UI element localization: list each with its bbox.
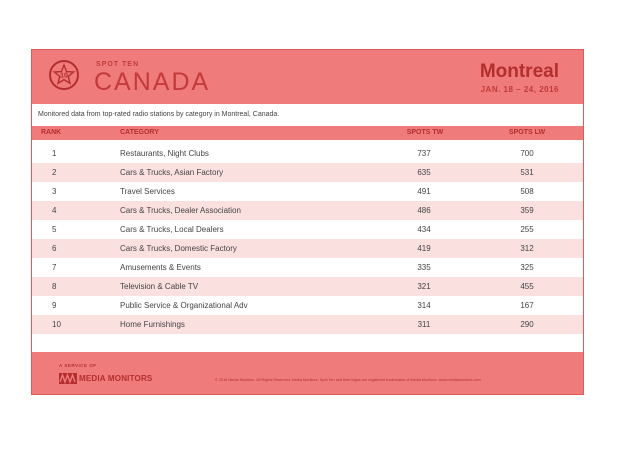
- spots-lw-cell: 455: [520, 282, 534, 291]
- table-row: [32, 296, 583, 315]
- header-spots-tw: SPOTS TW: [406, 129, 444, 136]
- rank-cell: 8: [52, 282, 57, 291]
- rank-cell: 4: [52, 206, 57, 215]
- rank-cell: 1: [52, 149, 57, 158]
- table-row: [32, 163, 583, 182]
- table-row: [32, 315, 583, 334]
- media-monitors-logo[interactable]: [59, 372, 152, 384]
- rank-cell: 10: [52, 320, 61, 329]
- category-cell: Amusements & Events: [120, 263, 201, 272]
- header-subtitle: SPOT TEN: [96, 61, 140, 68]
- spots-tw-cell: 321: [417, 282, 431, 291]
- table-row: [32, 182, 583, 201]
- spot-ten-card: [31, 49, 584, 395]
- category-cell: Television & Cable TV: [120, 282, 199, 291]
- spots-tw-cell: 314: [417, 301, 431, 310]
- description: Monitored data from top-rated radio stations by category in Montreal, Canada.: [32, 104, 583, 126]
- table-row: [32, 144, 583, 163]
- header-category: CATEGORY: [120, 129, 159, 136]
- card-footer: [32, 352, 583, 394]
- table-row: [32, 277, 583, 296]
- category-cell: Cars & Trucks, Local Dealers: [120, 225, 224, 234]
- date-range: JAN. 18 – 24, 2016: [480, 85, 559, 94]
- badge-number: 10: [60, 72, 68, 80]
- table-row: [32, 201, 583, 220]
- spots-lw-cell: 312: [520, 244, 534, 253]
- spots-tw-cell: 635: [417, 168, 431, 177]
- table-row: [32, 220, 583, 239]
- legal-notice: © 2016 Media Monitors. All Rights Reserved. Media Monitors, Spot Ten and their logos are registered trademarks of Media Monitors. www.mediamonitors.com: [215, 378, 481, 382]
- category-cell: Public Service & Organizational Adv: [120, 301, 248, 310]
- spots-lw-cell: 255: [520, 225, 534, 234]
- spots-tw-cell: 434: [417, 225, 431, 234]
- rank-cell: 9: [52, 301, 57, 310]
- category-cell: Home Furnishings: [120, 320, 185, 329]
- brand-name: MEDIA MONITORS: [79, 373, 153, 383]
- city-name: Montreal: [479, 61, 559, 82]
- table-header: [32, 126, 583, 140]
- rank-cell: 2: [52, 168, 57, 177]
- header-spots-lw: SPOTS LW: [508, 129, 546, 136]
- spots-tw-cell: 335: [417, 263, 431, 272]
- spots-lw-cell: 700: [520, 149, 534, 158]
- spots-lw-cell: 508: [520, 187, 534, 196]
- media-monitors-logo-icon: [59, 373, 77, 384]
- spots-lw-cell: 325: [520, 263, 534, 272]
- category-cell: Restaurants, Night Clubs: [120, 149, 209, 158]
- category-cell: Cars & Trucks, Domestic Factory: [120, 244, 237, 253]
- service-label: A SERVICE OF: [59, 363, 97, 368]
- spots-tw-cell: 486: [417, 206, 431, 215]
- spots-tw-cell: 419: [417, 244, 431, 253]
- table-row: [32, 239, 583, 258]
- spots-tw-cell: 737: [417, 149, 431, 158]
- rank-cell: 7: [52, 263, 57, 272]
- category-cell: Cars & Trucks, Asian Factory: [120, 168, 224, 177]
- category-cell: Cars & Trucks, Dealer Association: [120, 206, 241, 215]
- rank-cell: 6: [52, 244, 57, 253]
- card-header: [32, 50, 583, 104]
- star-badge-icon: [49, 60, 79, 90]
- rank-cell: 5: [52, 225, 57, 234]
- spots-tw-cell: 491: [417, 187, 431, 196]
- header-rank: RANK: [41, 129, 62, 136]
- spots-lw-cell: 359: [520, 206, 534, 215]
- spots-lw-cell: 167: [520, 301, 534, 310]
- spots-lw-cell: 290: [520, 320, 534, 329]
- rank-cell: 3: [52, 187, 57, 196]
- table-body: [32, 144, 583, 334]
- table-row: [32, 258, 583, 277]
- spots-lw-cell: 531: [520, 168, 534, 177]
- spots-tw-cell: 311: [417, 320, 431, 329]
- category-cell: Travel Services: [120, 187, 175, 196]
- page-title: CANADA: [94, 68, 211, 96]
